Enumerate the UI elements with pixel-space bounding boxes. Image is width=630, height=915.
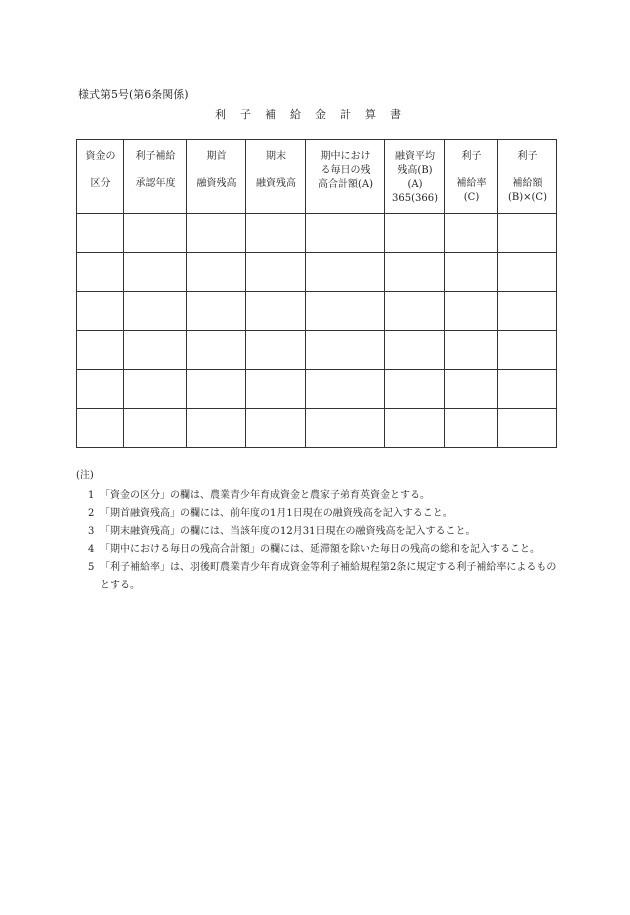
header-text: (A) bbox=[407, 179, 423, 190]
header-text: 利 bbox=[461, 151, 472, 162]
table-cell[interactable] bbox=[385, 409, 445, 448]
table-cell[interactable] bbox=[77, 409, 124, 448]
form-number: 様式第5号(第6条関係) bbox=[78, 88, 189, 101]
notes-section bbox=[76, 467, 566, 595]
table-cell[interactable] bbox=[124, 253, 187, 292]
table-cell[interactable] bbox=[124, 214, 187, 253]
table-cell[interactable] bbox=[385, 253, 445, 292]
interest-calculation-table bbox=[76, 139, 557, 448]
table-cell[interactable] bbox=[246, 292, 306, 331]
table-cell[interactable] bbox=[498, 370, 557, 409]
table-row bbox=[77, 214, 557, 253]
table-cell[interactable] bbox=[124, 331, 187, 370]
header-text: 高合計額(A) bbox=[317, 179, 374, 190]
note-number: 4 bbox=[88, 544, 95, 555]
table-cell[interactable] bbox=[124, 292, 187, 331]
table-cell[interactable] bbox=[187, 409, 246, 448]
column-header-5 bbox=[306, 140, 385, 214]
table-cell[interactable] bbox=[187, 370, 246, 409]
table-cell[interactable] bbox=[246, 214, 306, 253]
table-cell[interactable] bbox=[246, 370, 306, 409]
header-text: 融資平均 bbox=[395, 151, 435, 162]
header-text: 残高(B) bbox=[397, 165, 433, 176]
header-text: 融資残高 bbox=[256, 178, 296, 189]
header-text: 末 bbox=[276, 151, 286, 162]
table-cell[interactable] bbox=[306, 370, 385, 409]
header-text: 子 bbox=[527, 151, 538, 162]
column-header-4 bbox=[246, 140, 306, 214]
header-text: 承認年度 bbox=[135, 178, 176, 189]
table-cell[interactable] bbox=[246, 331, 306, 370]
header-row bbox=[77, 140, 557, 214]
note-number: 3 bbox=[88, 526, 95, 537]
table-cell[interactable] bbox=[77, 253, 124, 292]
table-cell[interactable] bbox=[306, 409, 385, 448]
note-text: 「期末融資残高」の欄には、当該年度の12月31日現在の融資残高を記入すること。 bbox=[100, 526, 476, 537]
table-cell[interactable] bbox=[498, 292, 557, 331]
column-header-2 bbox=[124, 140, 187, 214]
table-cell[interactable] bbox=[445, 409, 498, 448]
header-text: 期 bbox=[206, 151, 217, 162]
document-title: 利子補給金計算書 bbox=[215, 108, 415, 121]
column-header-8 bbox=[498, 140, 557, 214]
note-number: 5 bbox=[88, 562, 95, 573]
table-cell[interactable] bbox=[445, 292, 498, 331]
table-cell[interactable] bbox=[385, 370, 445, 409]
table-cell[interactable] bbox=[445, 331, 498, 370]
header-text: 分 bbox=[100, 178, 111, 189]
header-text: 資金の bbox=[85, 151, 116, 162]
header-text: 補給額 bbox=[512, 178, 543, 189]
column-header-1 bbox=[77, 140, 124, 214]
note-text: 「利子補給率」は、羽後町農業青少年育成資金等利子補給規程第2条に規定する利子補給率によるものとする。 bbox=[100, 562, 557, 591]
table-cell[interactable] bbox=[385, 331, 445, 370]
header-text: 子 bbox=[471, 151, 482, 162]
header-text: (B)×(C) bbox=[508, 192, 547, 203]
table-cell[interactable] bbox=[385, 214, 445, 253]
table-cell[interactable] bbox=[306, 253, 385, 292]
note-item bbox=[76, 523, 566, 541]
table-cell[interactable] bbox=[187, 253, 246, 292]
header-text: 期中におけ bbox=[320, 151, 371, 162]
column-header-6 bbox=[385, 140, 445, 214]
table-row bbox=[77, 409, 557, 448]
notes-list bbox=[76, 487, 566, 595]
table-cell[interactable] bbox=[306, 331, 385, 370]
table-cell[interactable] bbox=[445, 214, 498, 253]
note-text: 「期首融資残高」の欄には、前年度の1月1日現在の融資残高を記入すること。 bbox=[100, 508, 453, 519]
table-row bbox=[77, 253, 557, 292]
note-number: 2 bbox=[88, 508, 95, 519]
header-text: 首 bbox=[216, 151, 227, 162]
table-cell[interactable] bbox=[498, 214, 557, 253]
column-header-7 bbox=[445, 140, 498, 214]
table-cell[interactable] bbox=[445, 370, 498, 409]
notes-heading: (注) bbox=[76, 470, 94, 481]
table-row bbox=[77, 331, 557, 370]
table-cell[interactable] bbox=[77, 331, 124, 370]
table-cell[interactable] bbox=[246, 253, 306, 292]
table-cell[interactable] bbox=[246, 409, 306, 448]
table-cell[interactable] bbox=[124, 370, 187, 409]
column-header-3 bbox=[187, 140, 246, 214]
note-item bbox=[76, 505, 566, 523]
header-text: 365(366) bbox=[392, 193, 438, 204]
note-number: 1 bbox=[88, 490, 95, 501]
header-text: 期 bbox=[266, 151, 276, 162]
header-text: 補給率 bbox=[456, 178, 487, 189]
table-cell[interactable] bbox=[187, 214, 246, 253]
table-cell[interactable] bbox=[187, 292, 246, 331]
table-cell[interactable] bbox=[77, 370, 124, 409]
table-row bbox=[77, 292, 557, 331]
header-text: 区 bbox=[90, 178, 101, 189]
header-text: 利 bbox=[517, 151, 528, 162]
note-text: 「資金の区分」の欄は、農業青少年育成資金と農家子弟育英資金とする。 bbox=[100, 490, 430, 501]
table-cell[interactable] bbox=[445, 253, 498, 292]
note-item bbox=[76, 541, 566, 559]
header-text: る毎日の残 bbox=[320, 165, 371, 176]
note-item bbox=[76, 487, 566, 505]
table-cell[interactable] bbox=[187, 331, 246, 370]
table-cell[interactable] bbox=[306, 214, 385, 253]
note-item bbox=[76, 559, 566, 595]
table-cell[interactable] bbox=[498, 253, 557, 292]
header-text: 利子補給 bbox=[135, 151, 176, 162]
header-text: (C) bbox=[463, 192, 480, 203]
table-cell[interactable] bbox=[124, 409, 187, 448]
table-cell[interactable] bbox=[498, 409, 557, 448]
note-text: 「期中における毎日の残高合計額」の欄には、延滞額を除いた毎日の残高の総和を記入すること。 bbox=[100, 544, 540, 555]
table-cell[interactable] bbox=[306, 292, 385, 331]
table-cell[interactable] bbox=[77, 214, 124, 253]
table-cell[interactable] bbox=[77, 292, 124, 331]
table-row bbox=[77, 370, 557, 409]
table-cell[interactable] bbox=[385, 292, 445, 331]
table-cell[interactable] bbox=[498, 331, 557, 370]
header-text: 融資残高 bbox=[196, 178, 237, 189]
